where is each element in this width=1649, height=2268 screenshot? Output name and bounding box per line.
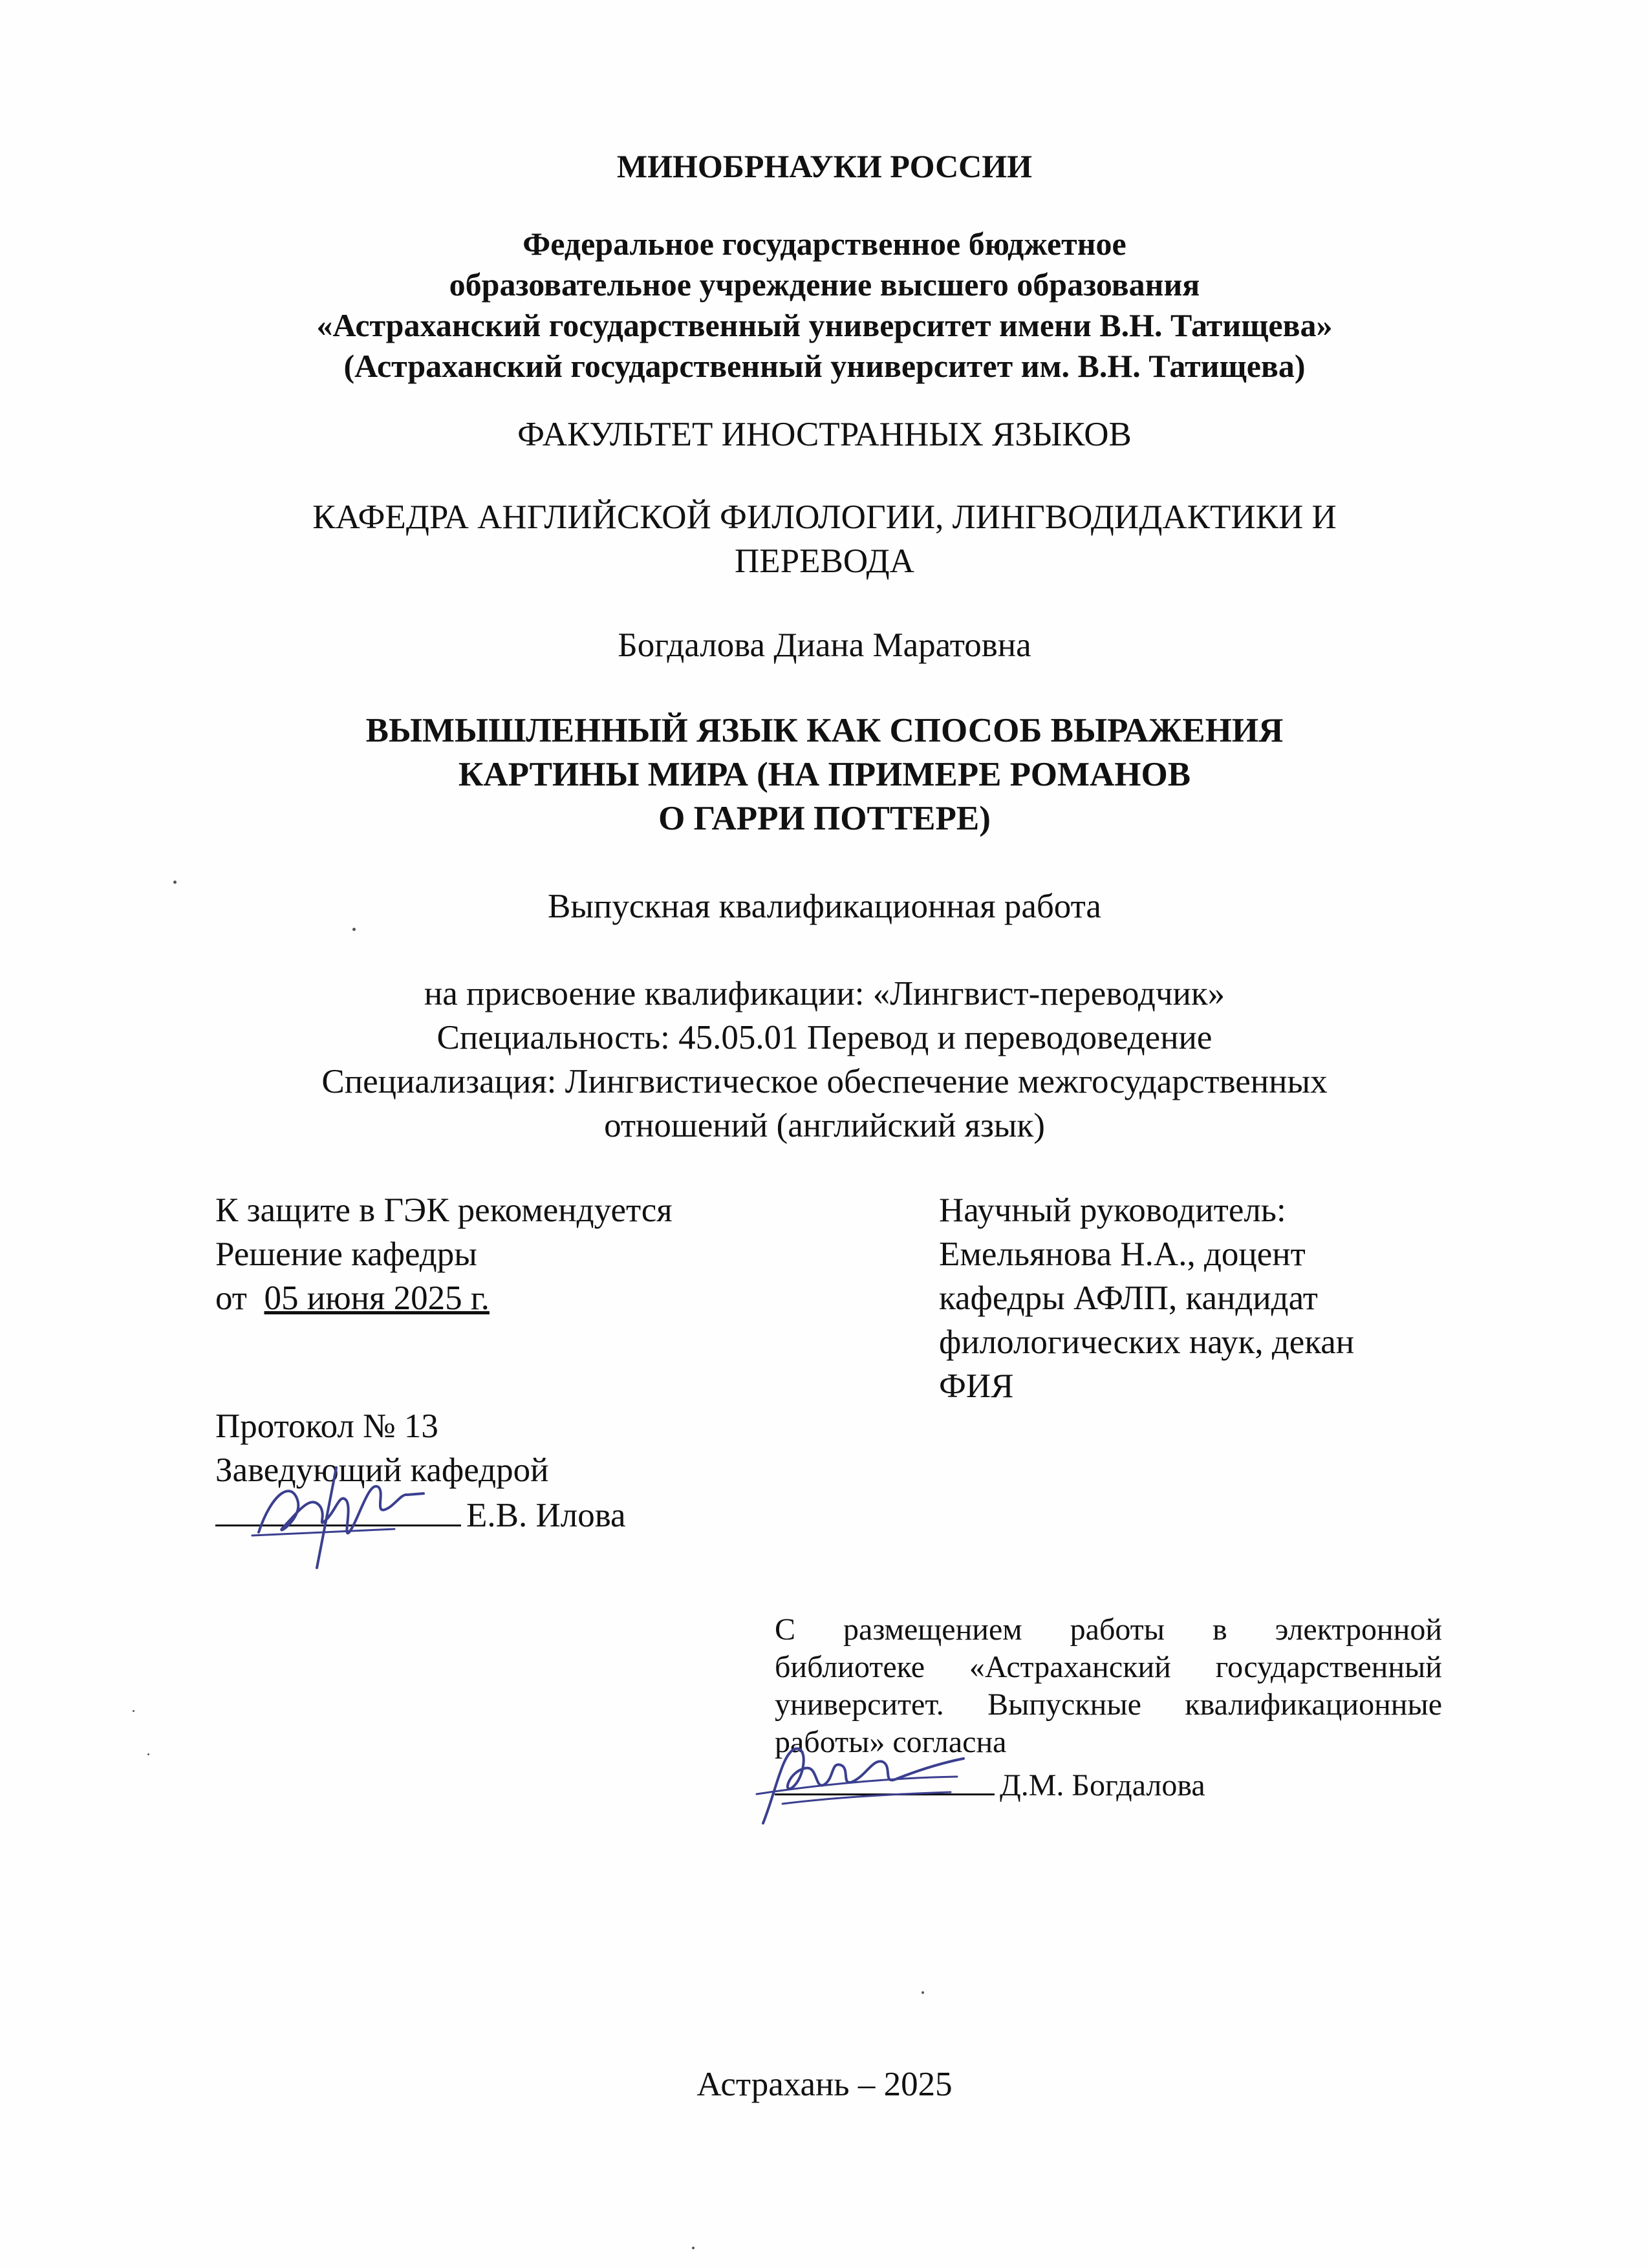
defense-date-prefix: от xyxy=(215,1279,247,1317)
supervisor-line-2: Емельянова Н.А., доцент xyxy=(939,1236,1306,1273)
defense-line-1: К защите в ГЭК рекомендуется xyxy=(215,1192,673,1229)
scan-speck xyxy=(692,2247,695,2249)
supervisor-line-4: филологических наук, декан xyxy=(939,1323,1355,1361)
institution-line-2: образовательное учреждение высшего образования xyxy=(449,266,1200,303)
thesis-title-line-1: ВЫМЫШЛЕННЫЙ ЯЗЫК КАК СПОСОБ ВЫРАЖЕНИЯ xyxy=(365,712,1284,749)
head-of-department-label: Заведующий кафедрой xyxy=(215,1451,549,1489)
institution-line-1: Федеральное государственное бюджетное xyxy=(523,226,1126,262)
signer-name: Д.М. Богдалова xyxy=(1000,1768,1205,1803)
department-line-1: КАФЕДРА АНГЛИЙСКОЙ ФИЛОЛОГИИ, ЛИНГВОДИДАКТИКИ И xyxy=(312,498,1337,536)
qualification-line-1: на присвоение квалификации: «Лингвист-переводчик» xyxy=(424,975,1225,1012)
consent-line-1: С размещением работы в электронной xyxy=(775,1612,1442,1647)
consent-line-2: библиотеке «Астраханский государственный xyxy=(775,1650,1442,1684)
head-signature-row xyxy=(215,1492,626,1537)
qualification-line-2: Специальность: 45.05.01 Перевод и переводоведение xyxy=(436,1019,1212,1056)
scan-speck xyxy=(352,928,356,931)
institution-line-4: (Астраханский государственный университет им. В.Н. Татищева) xyxy=(343,348,1306,384)
consent-line-3: университет. Выпускные квалификационные xyxy=(775,1687,1442,1722)
thesis-title-line-3: О ГАРРИ ПОТТЕРЕ) xyxy=(658,800,991,837)
defense-recommendation xyxy=(215,1188,673,1320)
protocol-block xyxy=(215,1404,626,1537)
scan-speck xyxy=(921,1991,924,1994)
work-type: Выпускная квалификационная работа xyxy=(548,888,1101,925)
defense-date-row xyxy=(215,1276,673,1320)
protocol-number: Протокол № 13 xyxy=(215,1407,438,1445)
author-name: Богдалова Диана Маратовна xyxy=(618,626,1031,664)
department-line-2: ПЕРЕВОДА xyxy=(735,542,914,580)
defense-line-2: Решение кафедры xyxy=(215,1236,477,1273)
scan-speck xyxy=(133,1710,135,1712)
consent-line-4: работы» согласна xyxy=(775,1725,1007,1759)
signature-line xyxy=(775,1765,995,1795)
city-year: Астрахань – 2025 xyxy=(696,2066,953,2103)
scan-speck xyxy=(173,881,177,884)
institution-line-3: «Астраханский государственный университет имени В.Н. Татищева» xyxy=(316,307,1333,343)
qualification-line-3: Специализация: Лингвистическое обеспечение межгосударственных xyxy=(321,1063,1328,1100)
supervisor-block xyxy=(939,1188,1354,1408)
library-consent xyxy=(775,1611,1442,1761)
signature-line xyxy=(215,1492,461,1526)
qualification-line-4: отношений (английский язык) xyxy=(604,1107,1045,1144)
ministry-heading: МИНОБРНАУКИ РОССИИ xyxy=(616,148,1033,184)
faculty-name: ФАКУЛЬТЕТ ИНОСТРАННЫХ ЯЗЫКОВ xyxy=(517,416,1132,453)
supervisor-line-3: кафедры АФЛП, кандидат xyxy=(939,1279,1318,1317)
consent-signature-row xyxy=(775,1765,1205,1804)
thesis-title-line-2: КАРТИНЫ МИРА (НА ПРИМЕРЕ РОМАНОВ xyxy=(458,756,1191,793)
defense-date: 05 июня 2025 г. xyxy=(264,1279,490,1317)
head-name: Е.В. Илова xyxy=(466,1497,626,1534)
supervisor-line-1: Научный руководитель: xyxy=(939,1192,1286,1229)
supervisor-line-5: ФИЯ xyxy=(939,1367,1014,1405)
scan-speck xyxy=(147,1753,149,1755)
